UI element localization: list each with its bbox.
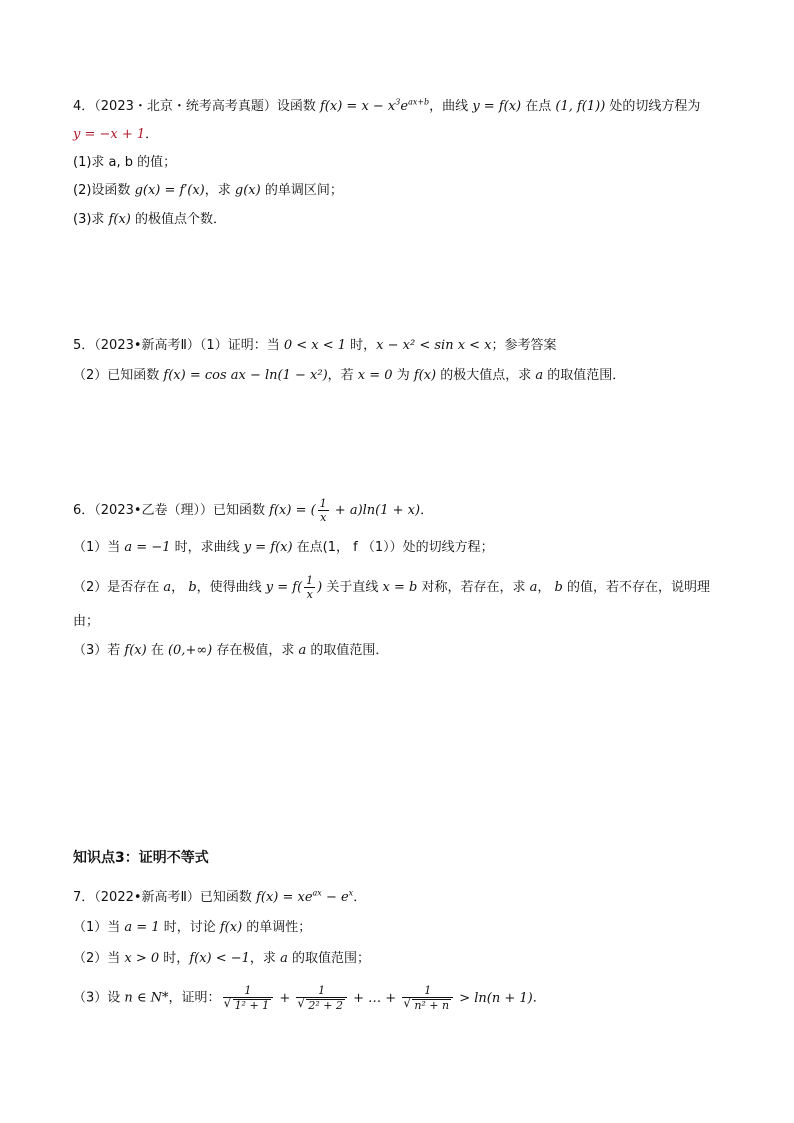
p7-plus1: + xyxy=(275,990,295,1006)
p4-point: (1, f(1)) xyxy=(555,99,606,114)
p7-term-1 xyxy=(223,985,274,1011)
p4-e: e xyxy=(400,99,409,114)
p4-l2-suffix: ． xyxy=(145,127,159,142)
p4-fx: f(x) = x − x xyxy=(320,99,396,114)
p6-l3-curve-a: y = f( xyxy=(265,580,303,595)
p4-s2-g: g(x) = f′(x) xyxy=(134,183,205,198)
p5-l2-mid3: 的极大值点，求 xyxy=(436,368,536,383)
p7-l2-f: f(x) xyxy=(219,920,243,935)
problem-6-line-5 xyxy=(73,641,388,661)
p7-l3-cond: x > 0 xyxy=(124,951,160,966)
p6-l4: 由； xyxy=(73,614,100,629)
p6-frac-den: x xyxy=(320,511,327,524)
p6-l1-prefix: 6．（2023•乙卷（理））已知函数 xyxy=(73,503,270,518)
p4-s2-prefix: (2)设函数 xyxy=(73,183,135,198)
p6-l3-mid4: 对称，若存在，求 xyxy=(417,580,530,595)
problem-6-line-4 xyxy=(73,612,99,632)
p7-l3-prefix: （2）当 xyxy=(73,951,125,966)
p4-l1-prefix: 4．（2023・北京・统考高考真题）设函数 xyxy=(73,99,320,114)
p7-l4-prefix: （3）设 xyxy=(73,990,125,1006)
p4-l1-suffix: 处的切线方程为 xyxy=(605,99,701,114)
p6-l2-mid: 时，求曲线 xyxy=(170,540,244,555)
p6-l3-mid5: ， xyxy=(537,580,555,595)
p6-l3-frac-num: 1 xyxy=(306,574,314,587)
p7-term-2 xyxy=(296,985,347,1011)
p5-f: f(x) xyxy=(413,368,437,383)
p7-l1-suffix: ． xyxy=(353,890,367,905)
p7-rhs: > ln(n + 1) xyxy=(455,990,533,1006)
p7-t1-den: √ 1² + 1 xyxy=(233,999,272,1011)
p6-l3-a: a xyxy=(163,580,172,595)
p6-l5-prefix: （3）若 xyxy=(73,643,125,658)
problem-7-line-1 xyxy=(73,888,366,908)
p6-l2-a: a = −1 xyxy=(124,540,171,555)
p6-l5-suffix: 的取值范围． xyxy=(306,643,389,658)
p7-l2-mid: 时，讨论 xyxy=(159,920,220,935)
p6-l3-suffix: 的值，若不存在，说明理 xyxy=(562,580,710,595)
p7-l2-a: a = 1 xyxy=(124,920,160,935)
p6-l3-mid2: ，使得曲线 xyxy=(196,580,266,595)
section-heading-text: 知识点3：证明不等式 xyxy=(73,850,209,866)
p7-sum xyxy=(221,984,533,1012)
p7-t3-den-wrap xyxy=(402,998,453,1011)
p4-exp: ax+b xyxy=(408,97,430,107)
p4-s3-prefix: (3)求 xyxy=(73,212,109,227)
p6-l3-curve-b: ) xyxy=(317,580,323,595)
p4-s3-f: f(x) xyxy=(108,212,131,227)
p7-l3-suffix: 的取值范围； xyxy=(287,951,370,966)
p6-l2-suffix: 在点(1， f （1））处的切线方程； xyxy=(292,540,494,555)
p7-l1-prefix: 7．（2022•新高考Ⅱ）已知函数 xyxy=(73,890,257,905)
p6-l3-fraction xyxy=(304,575,315,600)
p5-fx: f(x) = cos ax − ln(1 − x²) xyxy=(163,368,328,383)
p7-t3-num: 1 xyxy=(402,985,453,998)
p7-minus: − e xyxy=(321,890,349,905)
p6-l3-b2: b xyxy=(554,580,563,595)
problem-4-sub-2 xyxy=(73,181,343,201)
p4-function xyxy=(320,99,429,114)
p6-l5-interval: (0,+∞) xyxy=(167,643,213,658)
p6-l3-mid3: 关于直线 xyxy=(322,580,383,595)
p5-l1-mid: 时， xyxy=(346,338,377,353)
p4-exp-base: 3 xyxy=(395,97,401,107)
p6-frac-num: 1 xyxy=(319,497,327,510)
problem-7-line-3 xyxy=(73,949,370,969)
problem-6-line-2 xyxy=(73,538,494,558)
p7-dots: + … + xyxy=(348,990,401,1006)
p6-l3-line: x = b xyxy=(382,580,418,595)
section-heading xyxy=(73,848,209,868)
p6-fx-b: + a)ln(1 + x) xyxy=(330,503,421,518)
p6-l3-a2: a xyxy=(529,580,538,595)
p5-a: a xyxy=(535,368,544,383)
p7-t1-num: 1 xyxy=(223,985,274,998)
p4-s2-suffix: 的单调区间； xyxy=(260,183,343,198)
problem-4-line-1 xyxy=(73,97,700,117)
p7-l3-mid2: ，求 xyxy=(249,951,281,966)
p7-l3-mid: 时， xyxy=(159,951,190,966)
problem-4-sub-1 xyxy=(73,153,176,173)
p4-tangent-eq: y = −x + 1 xyxy=(73,127,146,142)
problem-6-line-3 xyxy=(73,575,710,600)
p4-curve: y = f(x) xyxy=(472,99,522,114)
p7-exp2: x xyxy=(348,888,354,898)
problem-7-line-2 xyxy=(73,918,311,938)
problem-4-line-2 xyxy=(73,125,158,145)
p6-l3-mid1: ， xyxy=(171,580,189,595)
p7-l3-ineq: f(x) < −1 xyxy=(189,951,250,966)
p7-l3-a: a xyxy=(280,951,288,966)
p6-l2-prefix: （1）当 xyxy=(73,540,125,555)
p6-l3-frac-den: x xyxy=(306,588,313,601)
problem-6-line-1 xyxy=(73,498,433,523)
p7-l4-mid: ，证明： xyxy=(168,990,221,1006)
problem-7-line-4 xyxy=(73,985,546,1011)
p6-fraction xyxy=(318,498,329,523)
p5-cond: 0 < x < 1 xyxy=(283,338,347,353)
p4-at: 在点 xyxy=(521,99,556,114)
p7-term-3 xyxy=(402,985,453,1011)
p6-l5-mid: 在 xyxy=(146,643,168,658)
p7-t1-den-wrap xyxy=(223,998,274,1011)
p4-s2-mid: ，求 xyxy=(204,183,235,198)
p5-l2-prefix: （2）已知函数 xyxy=(73,368,164,383)
p4-l1-mid: ，曲线 xyxy=(429,99,473,114)
p5-l1-suffix: ；参考答案 xyxy=(491,338,557,353)
p7-exp1: ax xyxy=(312,888,322,898)
p7-l2-suffix: 的单调性； xyxy=(242,920,312,935)
p4-s3-suffix: 的极值点个数． xyxy=(130,212,226,227)
p5-x0: x = 0 xyxy=(357,368,393,383)
p7-t2-den-wrap xyxy=(296,998,347,1011)
p7-t2-den: √ 2² + 2 xyxy=(306,999,345,1011)
p6-l1-suffix: ． xyxy=(420,503,434,518)
p5-ineq: x − x² < sin x < x xyxy=(376,338,492,353)
p7-t2-num: 1 xyxy=(296,985,347,998)
problem-4-sub-3 xyxy=(73,210,226,230)
p5-l1-prefix: 5．（2023•新高考Ⅱ）（1）证明：当 xyxy=(73,338,284,353)
p5-l2-mid2: 为 xyxy=(392,368,414,383)
p6-fx-a: f(x) = ( xyxy=(269,503,316,518)
p7-l2-prefix: （1）当 xyxy=(73,920,125,935)
p7-l4-n: n ∈ N* xyxy=(124,990,169,1006)
p6-function xyxy=(269,497,421,524)
p7-fx: f(x) = xe xyxy=(256,890,313,905)
problem-5-line-2 xyxy=(73,366,625,386)
p6-l3-b: b xyxy=(188,580,197,595)
problem-5-line-1 xyxy=(73,336,557,356)
p6-l5-mid2: 存在极值，求 xyxy=(212,643,299,658)
p5-l2-mid: ，若 xyxy=(327,368,358,383)
p6-l3-curve xyxy=(265,574,323,601)
p4-s2-g2: g(x) xyxy=(234,183,261,198)
p7-l4-suffix: ． xyxy=(532,990,546,1006)
p7-function xyxy=(256,890,353,905)
p5-l2-suffix: 的取值范围． xyxy=(543,368,626,383)
p6-l5-a: a xyxy=(298,643,307,658)
p6-l5-f: f(x) xyxy=(124,643,147,658)
p6-l2-curve: y = f(x) xyxy=(243,540,293,555)
p4-s1: (1)求 a, b 的值； xyxy=(73,155,177,170)
p6-l3-prefix: （2）是否存在 xyxy=(73,580,164,595)
p7-t3-den: √ n² + n xyxy=(412,999,451,1011)
